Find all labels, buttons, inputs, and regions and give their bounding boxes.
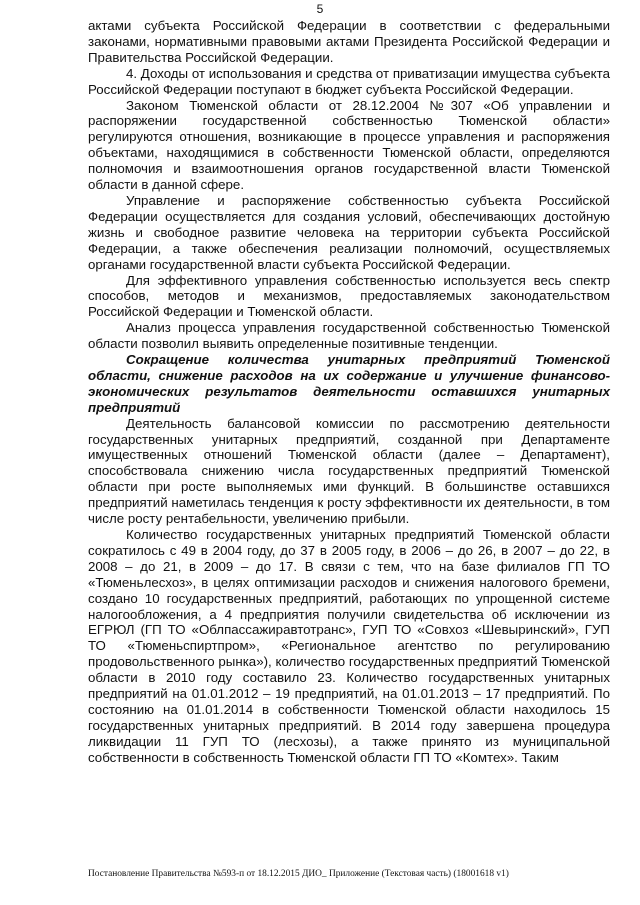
page-number: 5 [316,2,324,16]
paragraph-management-purpose: Управление и распоряжение собственностью субъекта Российской Федерации осуществляется для создания условий, обеспечивающих достойную жизнь и свободное развитие человека на территории субъекта Российской Федерации, а также обеспечения реализации полномочий, осуществляемых органами государственной власти субъекта Российской Федерации. [88,192,610,272]
paragraph-regional-law: Законом Тюменской области от 28.12.2004 №307 «Об управлении и распоряжении государственной собственностью Тюменской области» регулируются отношения, возникающие в процессе управления и распоряжения объектами, находящимися в собственности Тюменской области, определяются полномочия и взаимоотношения органов государственной власти Тюменской области в данной сфере. [88,97,610,193]
paragraph-analysis: Анализ процесса управления государственной собственностью Тюменской области позволил выявить определенные позитивные тенденции. [88,320,610,352]
paragraph-balance-commission: Деятельность балансовой комиссии по рассмотрению деятельности государственных унитарных предприятий, созданной при Департаменте имущественных отношений Тюменской области (далее – Департамент), способствовала снижению числа государственных предприятий Тюменской области при росте выполняемых ими функций. В большинстве оставшихся предприятий наметилась тенденция к росту эффективности их деятельности, в том числе росту рентабельности, увеличению прибыли. [88,415,610,527]
document-footer: Постановление Правительства №593-п от 18.12.2015 ДИО_ Приложение (Текстовая часть) (18001618 v1) [88,869,509,879]
paragraph-enterprise-count: Количество государственных унитарных предприятий Тюменской области сократилось с 49 в 2004 году, до 37 в 2005 году, в 2006 – до 26, в 2007 – до 22, в 2008 – до 21, в 2009 – до 17. В связи с тем, что на базе филиалов ГП ТО «Тюменьлесхоз», в целях оптимизации расходов и снижения налогового бремени, создано 10 государственных предприятий, работающих по упрощенной системе налогообложения, а 4 предприятия получили свидетельства об исключении из ЕГРЮЛ (ГП ТО «Облпассажиравтотранс», ГУП ТО «Совхоз «Шевыринский», ГУП ТО «Тюменьспиртпром», «Региональное агентство по регулированию продовольственного рынка»), количество государственных предприятий Тюменской области в 2010 году составило 23. Количество государственных унитарных предприятий на 01.01.2012 – 19 предприятий, на 01.01.2013 – 17 предприятий. По состоянию на 01.01.2014 в собственности Тюменской области находилось 15 государственных унитарных предприятий. В 2014 году завершена процедура ликвидации 11 ГУП ТО (лесхозы), а также принято из муниципальной собственности в собственность Тюменской области ГП ТО «Комтех». Таким [88,527,610,765]
paragraph-management-methods: Для эффективного управления собственностью используется весь спектр способов, методов и механизмов, предоставляемых законодательством Российской Федерации и Тюменской области. [88,272,610,320]
paragraph-income-from-property: 4. Доходы от использования и средства от приватизации имущества субъекта Российской Федерации поступают в бюджет субъекта Российской Федерации. [88,65,610,97]
section-heading: Сокращение количества унитарных предприятий Тюменской области, снижение расходов на их содержание и улучшение финансово-экономических результатов деятельности оставшихся унитарных предприятий [88,352,610,415]
document-body [88,18,610,766]
paragraph-continuation: актами субъекта Российской Федерации в соответствии с федеральными законами, нормативными правовыми актами Президента Российской Федерации и Правительства Российской Федерации. [88,18,610,65]
